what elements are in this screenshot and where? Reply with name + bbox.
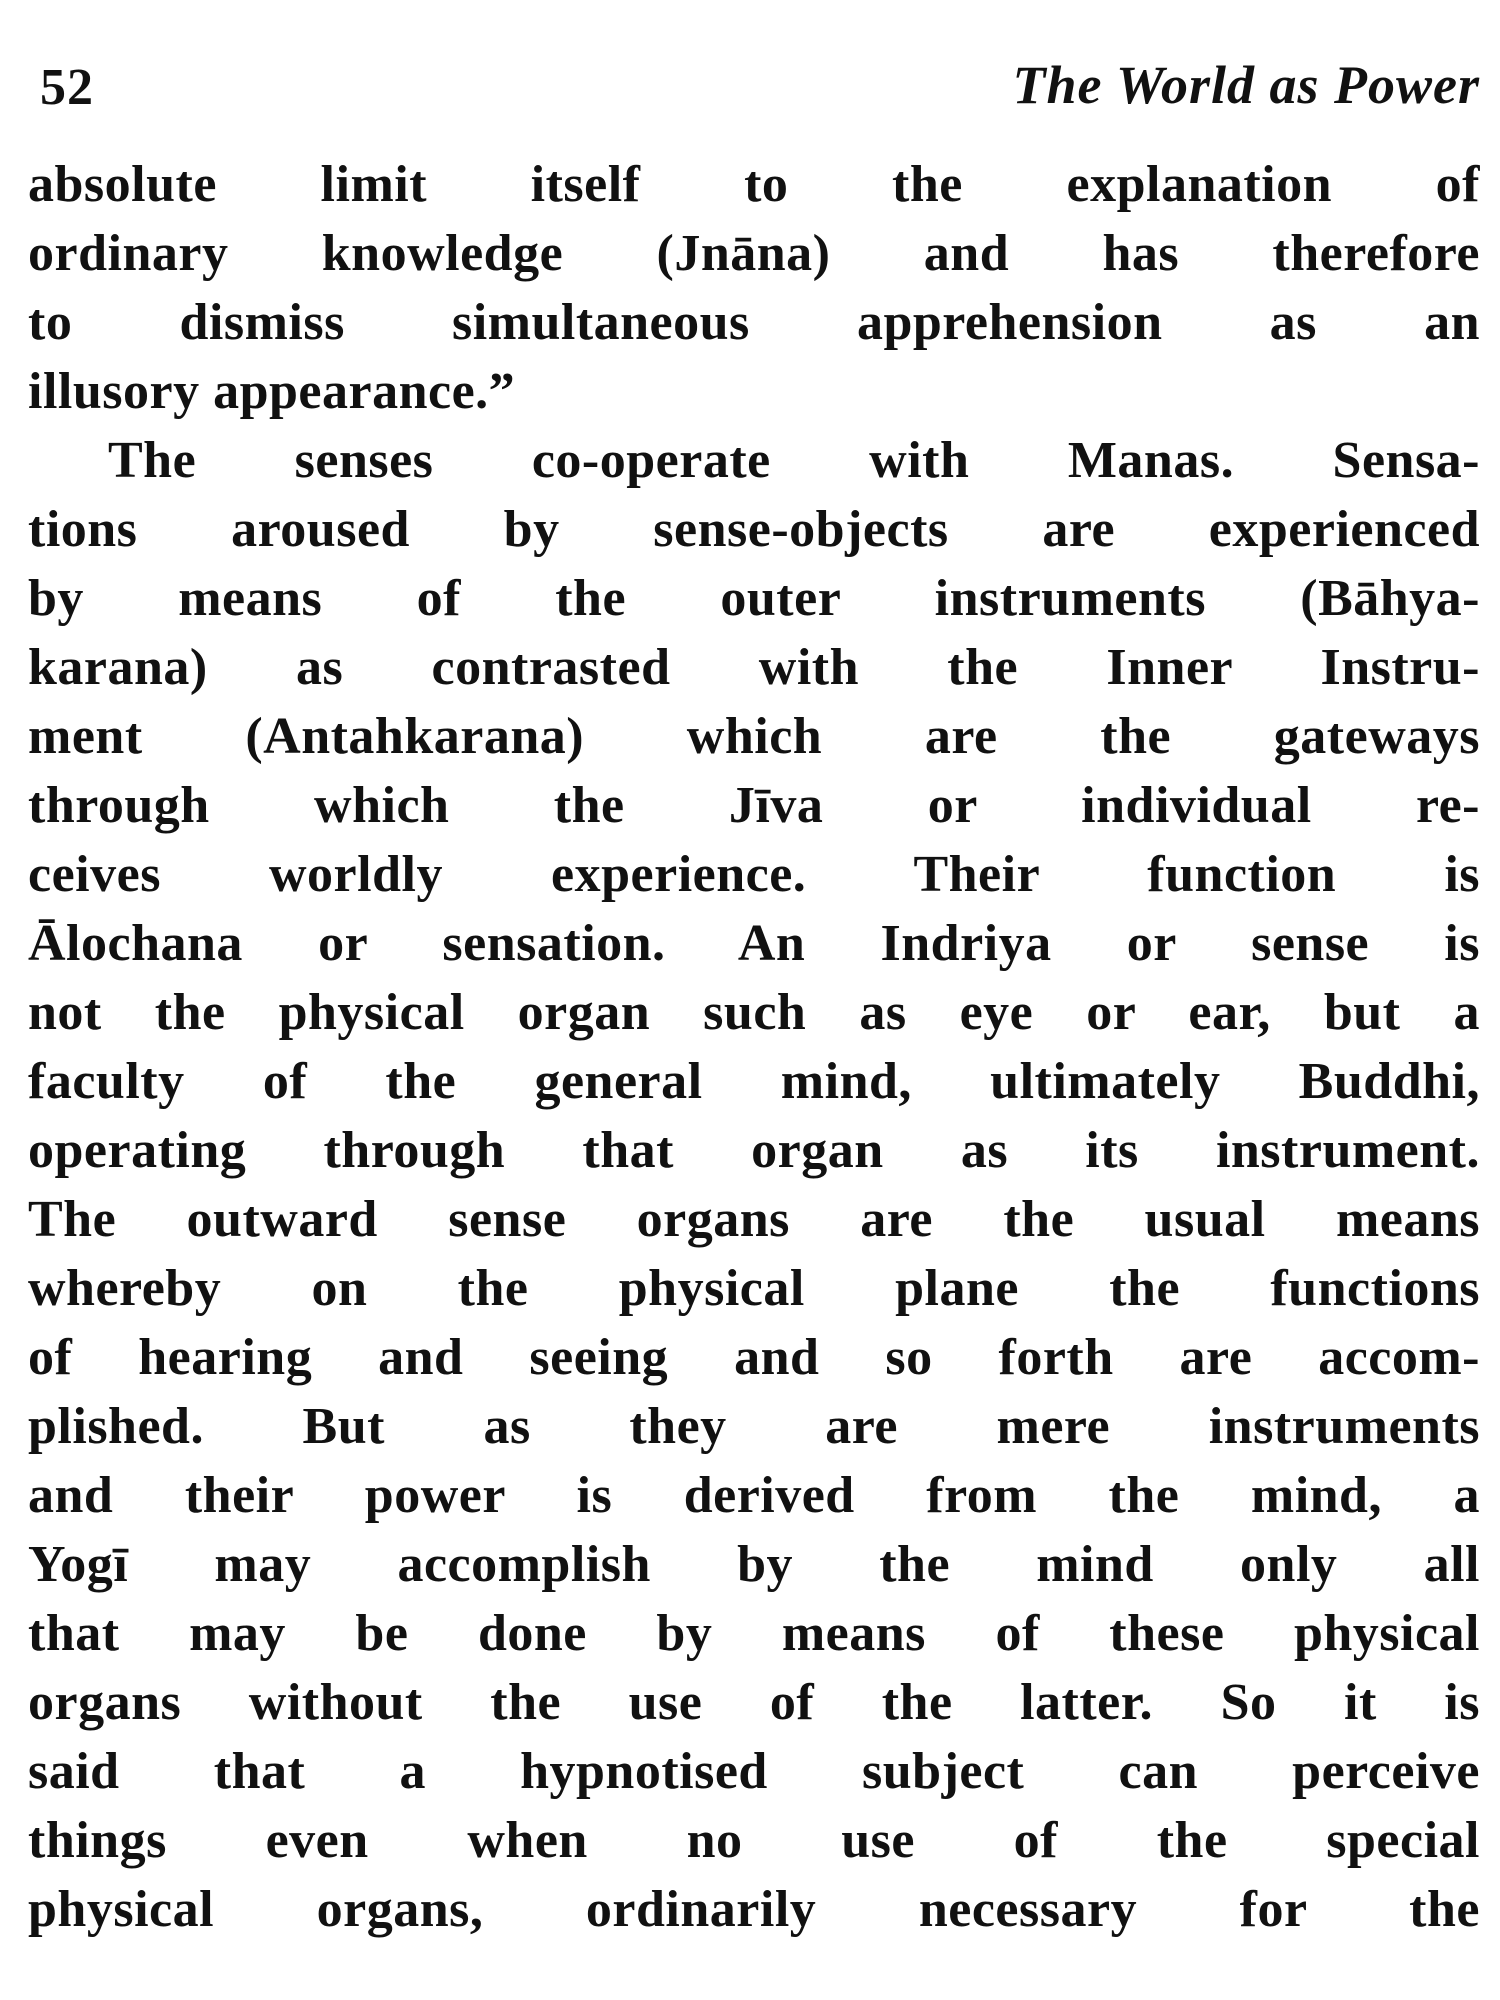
text-line: and their power is derived from the mind, a — [28, 1467, 1480, 1524]
text-line: through which the Jīva or individual re- — [28, 777, 1480, 834]
text-line: absolute limit itself to the explanation of — [28, 156, 1480, 213]
text-line: things even when no use of the special — [28, 1812, 1480, 1869]
text-line: ment (Antahkarana) which are the gateways — [28, 708, 1480, 765]
text-line: physical organs, ordinarily necessary for the — [28, 1881, 1480, 1938]
text-line: The outward sense organs are the usual means — [28, 1191, 1480, 1248]
text-line: by means of the outer instruments (Bāhya- — [28, 570, 1480, 627]
text-line: Ālochana or sensation. An Indriya or sense is — [28, 915, 1480, 972]
text-line: organs without the use of the latter. So it is — [28, 1674, 1480, 1731]
text-line: operating through that organ as its instrument. — [28, 1122, 1480, 1179]
text-line: ceives worldly experience. Their function is — [28, 846, 1480, 903]
text-line: to dismiss simultaneous apprehension as an — [28, 294, 1480, 351]
text-line: plished. But as they are mere instruments — [28, 1398, 1480, 1455]
page-header — [28, 40, 1480, 130]
text-line: illusory appearance.” — [28, 363, 516, 420]
running-head: The World as Power — [1012, 55, 1480, 115]
text-line: not the physical organ such as eye or ear, but a — [28, 984, 1480, 1041]
text-line: faculty of the general mind, ultimately Buddhi, — [28, 1053, 1480, 1110]
text-line: Yogī may accomplish by the mind only all — [28, 1536, 1480, 1593]
text-line: that may be done by means of these physical — [28, 1605, 1480, 1662]
book-page — [28, 40, 1480, 1970]
text-line: whereby on the physical plane the functions — [28, 1260, 1480, 1317]
body-text — [28, 150, 1480, 1944]
text-line: The senses co-operate with Manas. Sensa- — [108, 432, 1480, 489]
text-line: said that a hypnotised subject can perceive — [28, 1743, 1480, 1800]
page-number: 52 — [40, 59, 94, 116]
text-line: of hearing and seeing and so forth are accom- — [28, 1329, 1480, 1386]
text-line: ordinary knowledge (Jnāna) and has therefore — [28, 225, 1480, 282]
text-line: tions aroused by sense-objects are experienced — [28, 501, 1480, 558]
text-line: karana) as contrasted with the Inner Instru- — [28, 639, 1480, 696]
